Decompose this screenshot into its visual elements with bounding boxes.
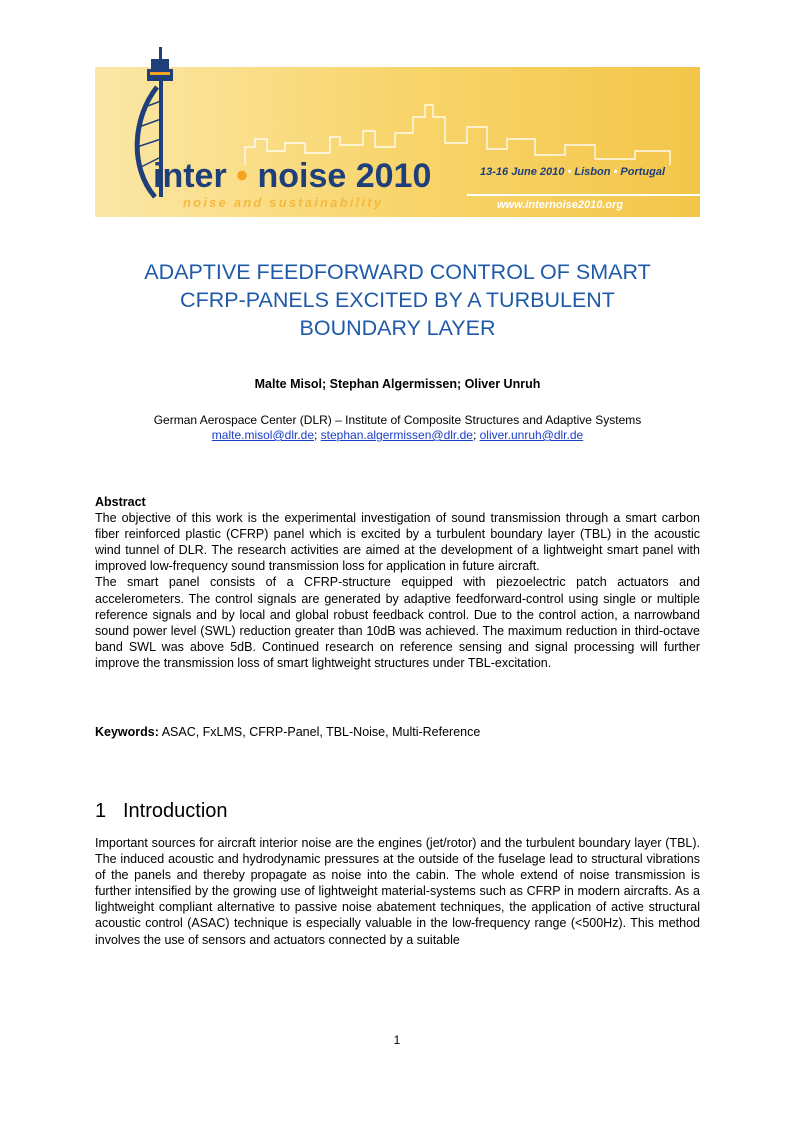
- logo-word-inter: inter: [153, 157, 227, 195]
- abstract-section: [95, 494, 700, 671]
- conference-city: Lisbon: [574, 166, 611, 178]
- conference-country: Portugal: [620, 166, 666, 178]
- email-list: [95, 428, 700, 443]
- conference-website[interactable]: www.internoise2010.org: [497, 199, 624, 211]
- abstract-heading: Abstract: [95, 495, 146, 509]
- affiliation-block: [95, 413, 700, 443]
- email-link[interactable]: malte.misol@dlr.de: [211, 428, 314, 442]
- svg-text:inter • noise 2010: [153, 157, 431, 195]
- title-line: CFRP-PANELS EXCITED BY A TURBULENT: [180, 288, 615, 312]
- email-separator: ;: [472, 428, 480, 442]
- sep-dot: •: [610, 166, 621, 178]
- abstract-paragraph: The objective of this work is the experimental investigation of sound transmission through a smart carbon fiber reinforced plastic (CFRP) panel which is excited by a turbulent boundary layer (TBL) in the acoustic wind tunnel of DLR. The research activities are aimed at the development of a lightweight smart panel with improved low-frequency sound transmission loss for application in future aircraft.: [95, 511, 700, 574]
- section-number: 1: [95, 800, 107, 822]
- intro-paragraph: Important sources for aircraft interior noise are the engines (jet/rotor) and the turbulent boundary layer (TBL). The induced acoustic and hydrodynamic pressures at the outside of the fuselage lead to structural vibrations of the panels and thereby propagate as noise into the cabin. The whole extend of noise transmission is further intensified by the growing use of lightweight material-systems such as CFRP in modern aircrafts. As a lightweight compliant alternative to passive noise abatement techniques, the application of active structural acoustic control (ASAC) technique is especially valuable in the low-frequency range (<500Hz). This method involves the use of sensors and actuators connected by a suitable: [95, 836, 700, 947]
- page-number: 1: [393, 1033, 401, 1047]
- affiliation-text: German Aerospace Center (DLR) – Institute of Composite Structures and Adaptive Systems: [153, 413, 642, 427]
- paper-title: [95, 258, 700, 342]
- keywords-label: Keywords:: [95, 725, 159, 739]
- logo-dot: •: [226, 157, 258, 195]
- svg-text:13-16 June 2010 • Lisbon • Por: [480, 166, 666, 178]
- abstract-paragraph: The smart panel consists of a CFRP-structure equipped with piezoelectric patch actuators and accelerometers. The control signals are generated by adaptive feedforward-control using single or multiple reference signals and by local and global robust feedback control. Due to the control action, a narrowband sound power level (SWL) reduction greater than 10dB was achieved. The maximum reduction in third-octave band SWL was above 5dB. Continued research on reference sensing and signal processing will further improve the transmission loss of smart lightweight structures under TBL-excitation.: [95, 575, 700, 670]
- email-link[interactable]: stephan.algermissen@dlr.de: [320, 428, 473, 442]
- title-line: ADAPTIVE FEEDFORWARD CONTROL OF SMART: [144, 260, 651, 284]
- section-heading: [95, 799, 700, 823]
- logo-word-noise: noise 2010: [257, 157, 432, 195]
- author-list: Malte Misol; Stephan Algermissen; Oliver Unruh: [254, 377, 541, 391]
- conference-banner: [95, 47, 700, 217]
- tagline-text: noise and sustainability: [183, 195, 384, 210]
- title-line: BOUNDARY LAYER: [299, 316, 496, 340]
- conference-dates: 13-16 June 2010: [480, 166, 565, 178]
- keywords-line: [95, 724, 700, 740]
- email-separator: ;: [314, 428, 321, 442]
- sep-dot: •: [564, 166, 575, 178]
- banner-graphic: [95, 47, 700, 217]
- email-link[interactable]: oliver.unruh@dlr.de: [479, 428, 584, 442]
- section-title: Introduction: [123, 800, 228, 822]
- keywords-text: ASAC, FxLMS, CFRP-Panel, TBL-Noise, Multi-Reference: [158, 725, 481, 739]
